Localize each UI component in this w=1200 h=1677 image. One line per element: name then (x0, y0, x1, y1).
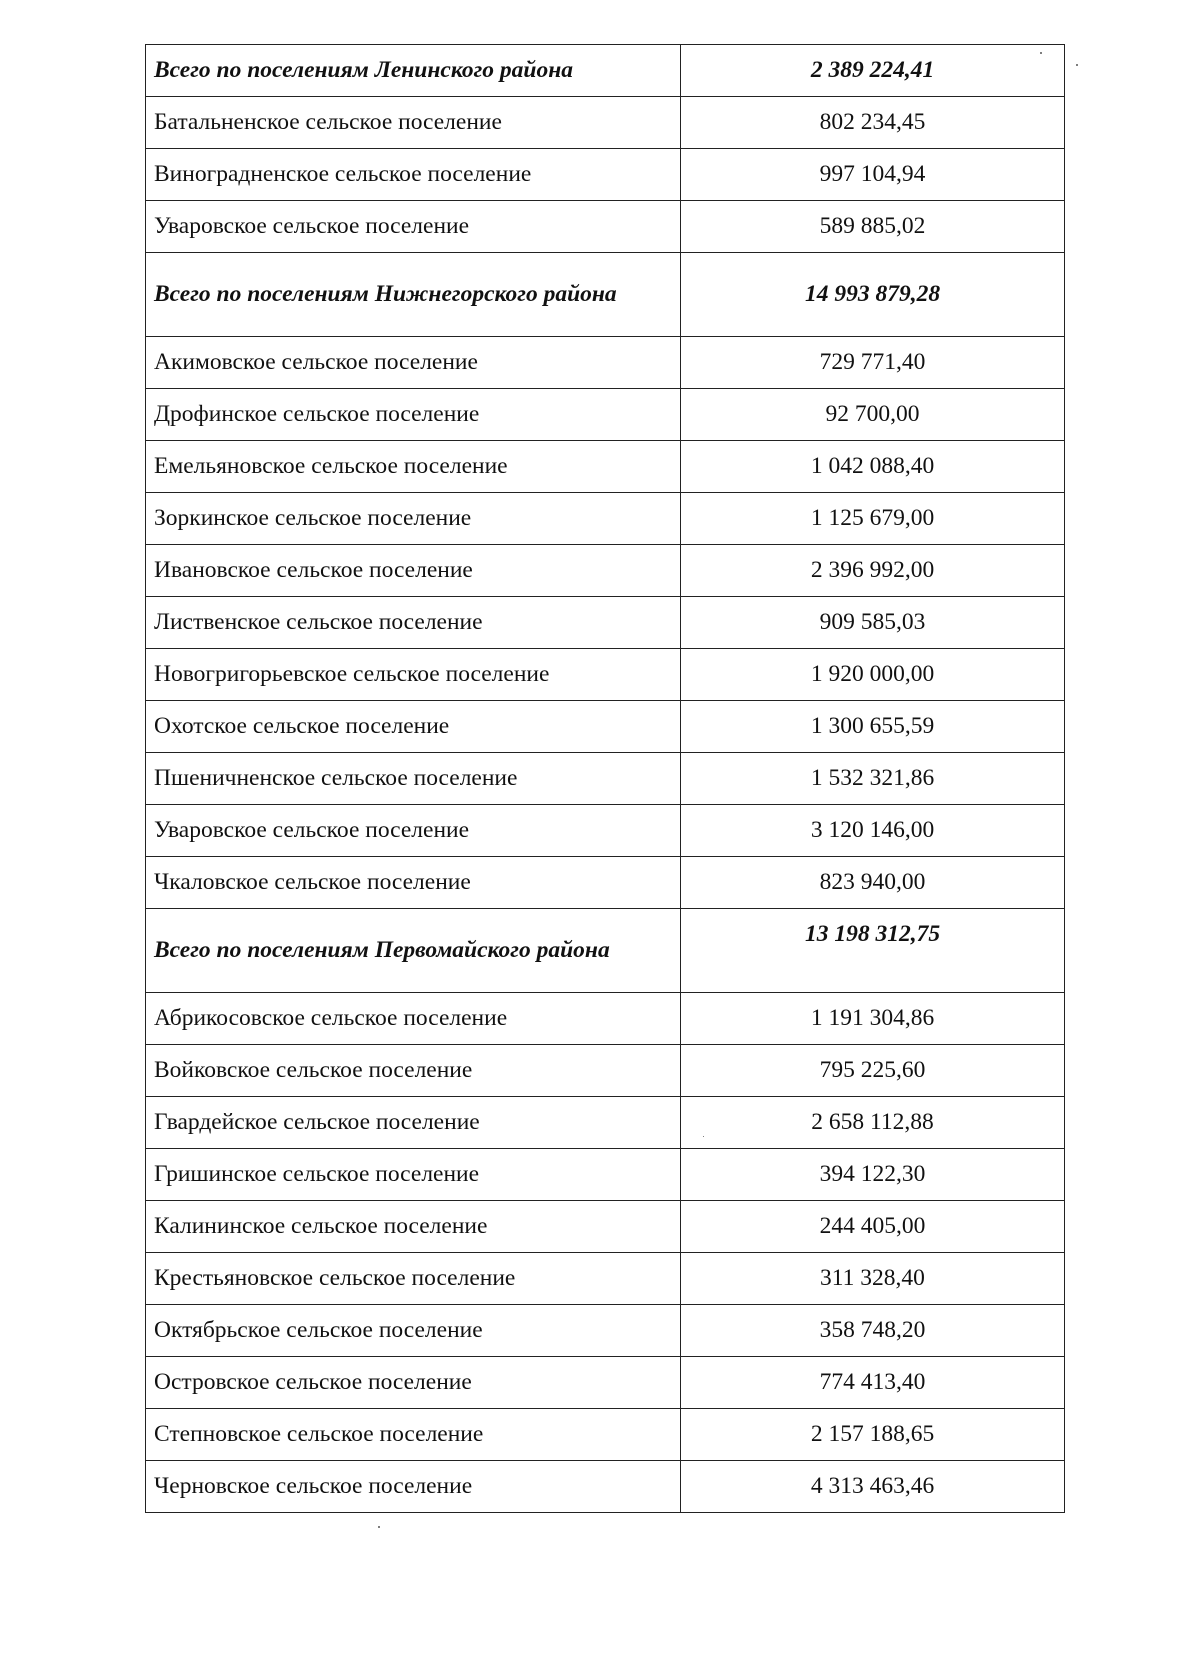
table-row (146, 1201, 1065, 1253)
row-value: 394 122,30 (681, 1149, 1065, 1201)
table-row (146, 1357, 1065, 1409)
row-name: Калининское сельское поселение (146, 1201, 681, 1253)
table-row (146, 441, 1065, 493)
row-value: 795 225,60 (681, 1045, 1065, 1097)
row-name: Акимовское сельское поселение (146, 337, 681, 389)
row-value: 14 993 879,28 (681, 253, 1065, 337)
table-row (146, 337, 1065, 389)
row-name: Дрофинское сельское поселение (146, 389, 681, 441)
table-row (146, 389, 1065, 441)
row-value: 997 104,94 (681, 149, 1065, 201)
table-row (146, 1045, 1065, 1097)
table-row (146, 1253, 1065, 1305)
row-value: 729 771,40 (681, 337, 1065, 389)
table-row (146, 857, 1065, 909)
table-row (146, 993, 1065, 1045)
table-row (146, 805, 1065, 857)
table-row (146, 1461, 1065, 1513)
district-total-row (146, 45, 1065, 97)
row-value: 358 748,20 (681, 1305, 1065, 1357)
table-row (146, 149, 1065, 201)
row-value: 589 885,02 (681, 201, 1065, 253)
row-value: 2 157 188,65 (681, 1409, 1065, 1461)
row-name: Островское сельское поселение (146, 1357, 681, 1409)
table-row (146, 649, 1065, 701)
row-name: Батальненское сельское поселение (146, 97, 681, 149)
table-row (146, 97, 1065, 149)
table-row (146, 1305, 1065, 1357)
row-name: Охотское сельское поселение (146, 701, 681, 753)
row-name: Лиственское сельское поселение (146, 597, 681, 649)
scan-speck (703, 1136, 704, 1137)
scan-speck (1076, 64, 1078, 66)
row-name: Степновское сельское поселение (146, 1409, 681, 1461)
district-total-row (146, 253, 1065, 337)
scan-speck (1040, 52, 1042, 54)
row-name: Черновское сельское поселение (146, 1461, 681, 1513)
table-row (146, 597, 1065, 649)
row-value: 13 198 312,75 (681, 909, 1065, 993)
row-value: 1 920 000,00 (681, 649, 1065, 701)
row-value: 1 300 655,59 (681, 701, 1065, 753)
table-row (146, 201, 1065, 253)
row-value: 1 042 088,40 (681, 441, 1065, 493)
row-value: 92 700,00 (681, 389, 1065, 441)
row-name: Уваровское сельское поселение (146, 805, 681, 857)
table-row (146, 1149, 1065, 1201)
row-name: Всего по поселениям Нижнегорского района (146, 253, 681, 337)
row-value: 2 396 992,00 (681, 545, 1065, 597)
row-name: Емельяновское сельское поселение (146, 441, 681, 493)
row-value: 4 313 463,46 (681, 1461, 1065, 1513)
row-name: Гвардейское сельское поселение (146, 1097, 681, 1149)
settlements-budget-table (145, 44, 1065, 1513)
table-row (146, 545, 1065, 597)
row-name: Новогригорьевское сельское поселение (146, 649, 681, 701)
row-value: 774 413,40 (681, 1357, 1065, 1409)
row-value: 909 585,03 (681, 597, 1065, 649)
row-name: Чкаловское сельское поселение (146, 857, 681, 909)
row-value: 2 389 224,41 (681, 45, 1065, 97)
table-row (146, 1097, 1065, 1149)
scan-speck (378, 1526, 380, 1528)
table-row (146, 493, 1065, 545)
row-name: Зоркинское сельское поселение (146, 493, 681, 545)
row-value: 1 125 679,00 (681, 493, 1065, 545)
row-name: Октябрьское сельское поселение (146, 1305, 681, 1357)
row-name: Крестьяновское сельское поселение (146, 1253, 681, 1305)
row-value: 3 120 146,00 (681, 805, 1065, 857)
row-name: Абрикосовское сельское поселение (146, 993, 681, 1045)
table-row (146, 753, 1065, 805)
row-value: 244 405,00 (681, 1201, 1065, 1253)
row-name: Пшеничненское сельское поселение (146, 753, 681, 805)
district-total-row (146, 909, 1065, 993)
row-name: Войковское сельское поселение (146, 1045, 681, 1097)
row-value: 1 532 321,86 (681, 753, 1065, 805)
row-value: 2 658 112,88 (681, 1097, 1065, 1149)
row-name: Всего по поселениям Ленинского района (146, 45, 681, 97)
row-name: Виноградненское сельское поселение (146, 149, 681, 201)
table-row (146, 701, 1065, 753)
row-name: Гришинское сельское поселение (146, 1149, 681, 1201)
row-name: Всего по поселениям Первомайского района (146, 909, 681, 993)
row-name: Ивановское сельское поселение (146, 545, 681, 597)
row-name: Уваровское сельское поселение (146, 201, 681, 253)
table-row (146, 1409, 1065, 1461)
row-value: 311 328,40 (681, 1253, 1065, 1305)
row-value: 1 191 304,86 (681, 993, 1065, 1045)
row-value: 823 940,00 (681, 857, 1065, 909)
row-value: 802 234,45 (681, 97, 1065, 149)
